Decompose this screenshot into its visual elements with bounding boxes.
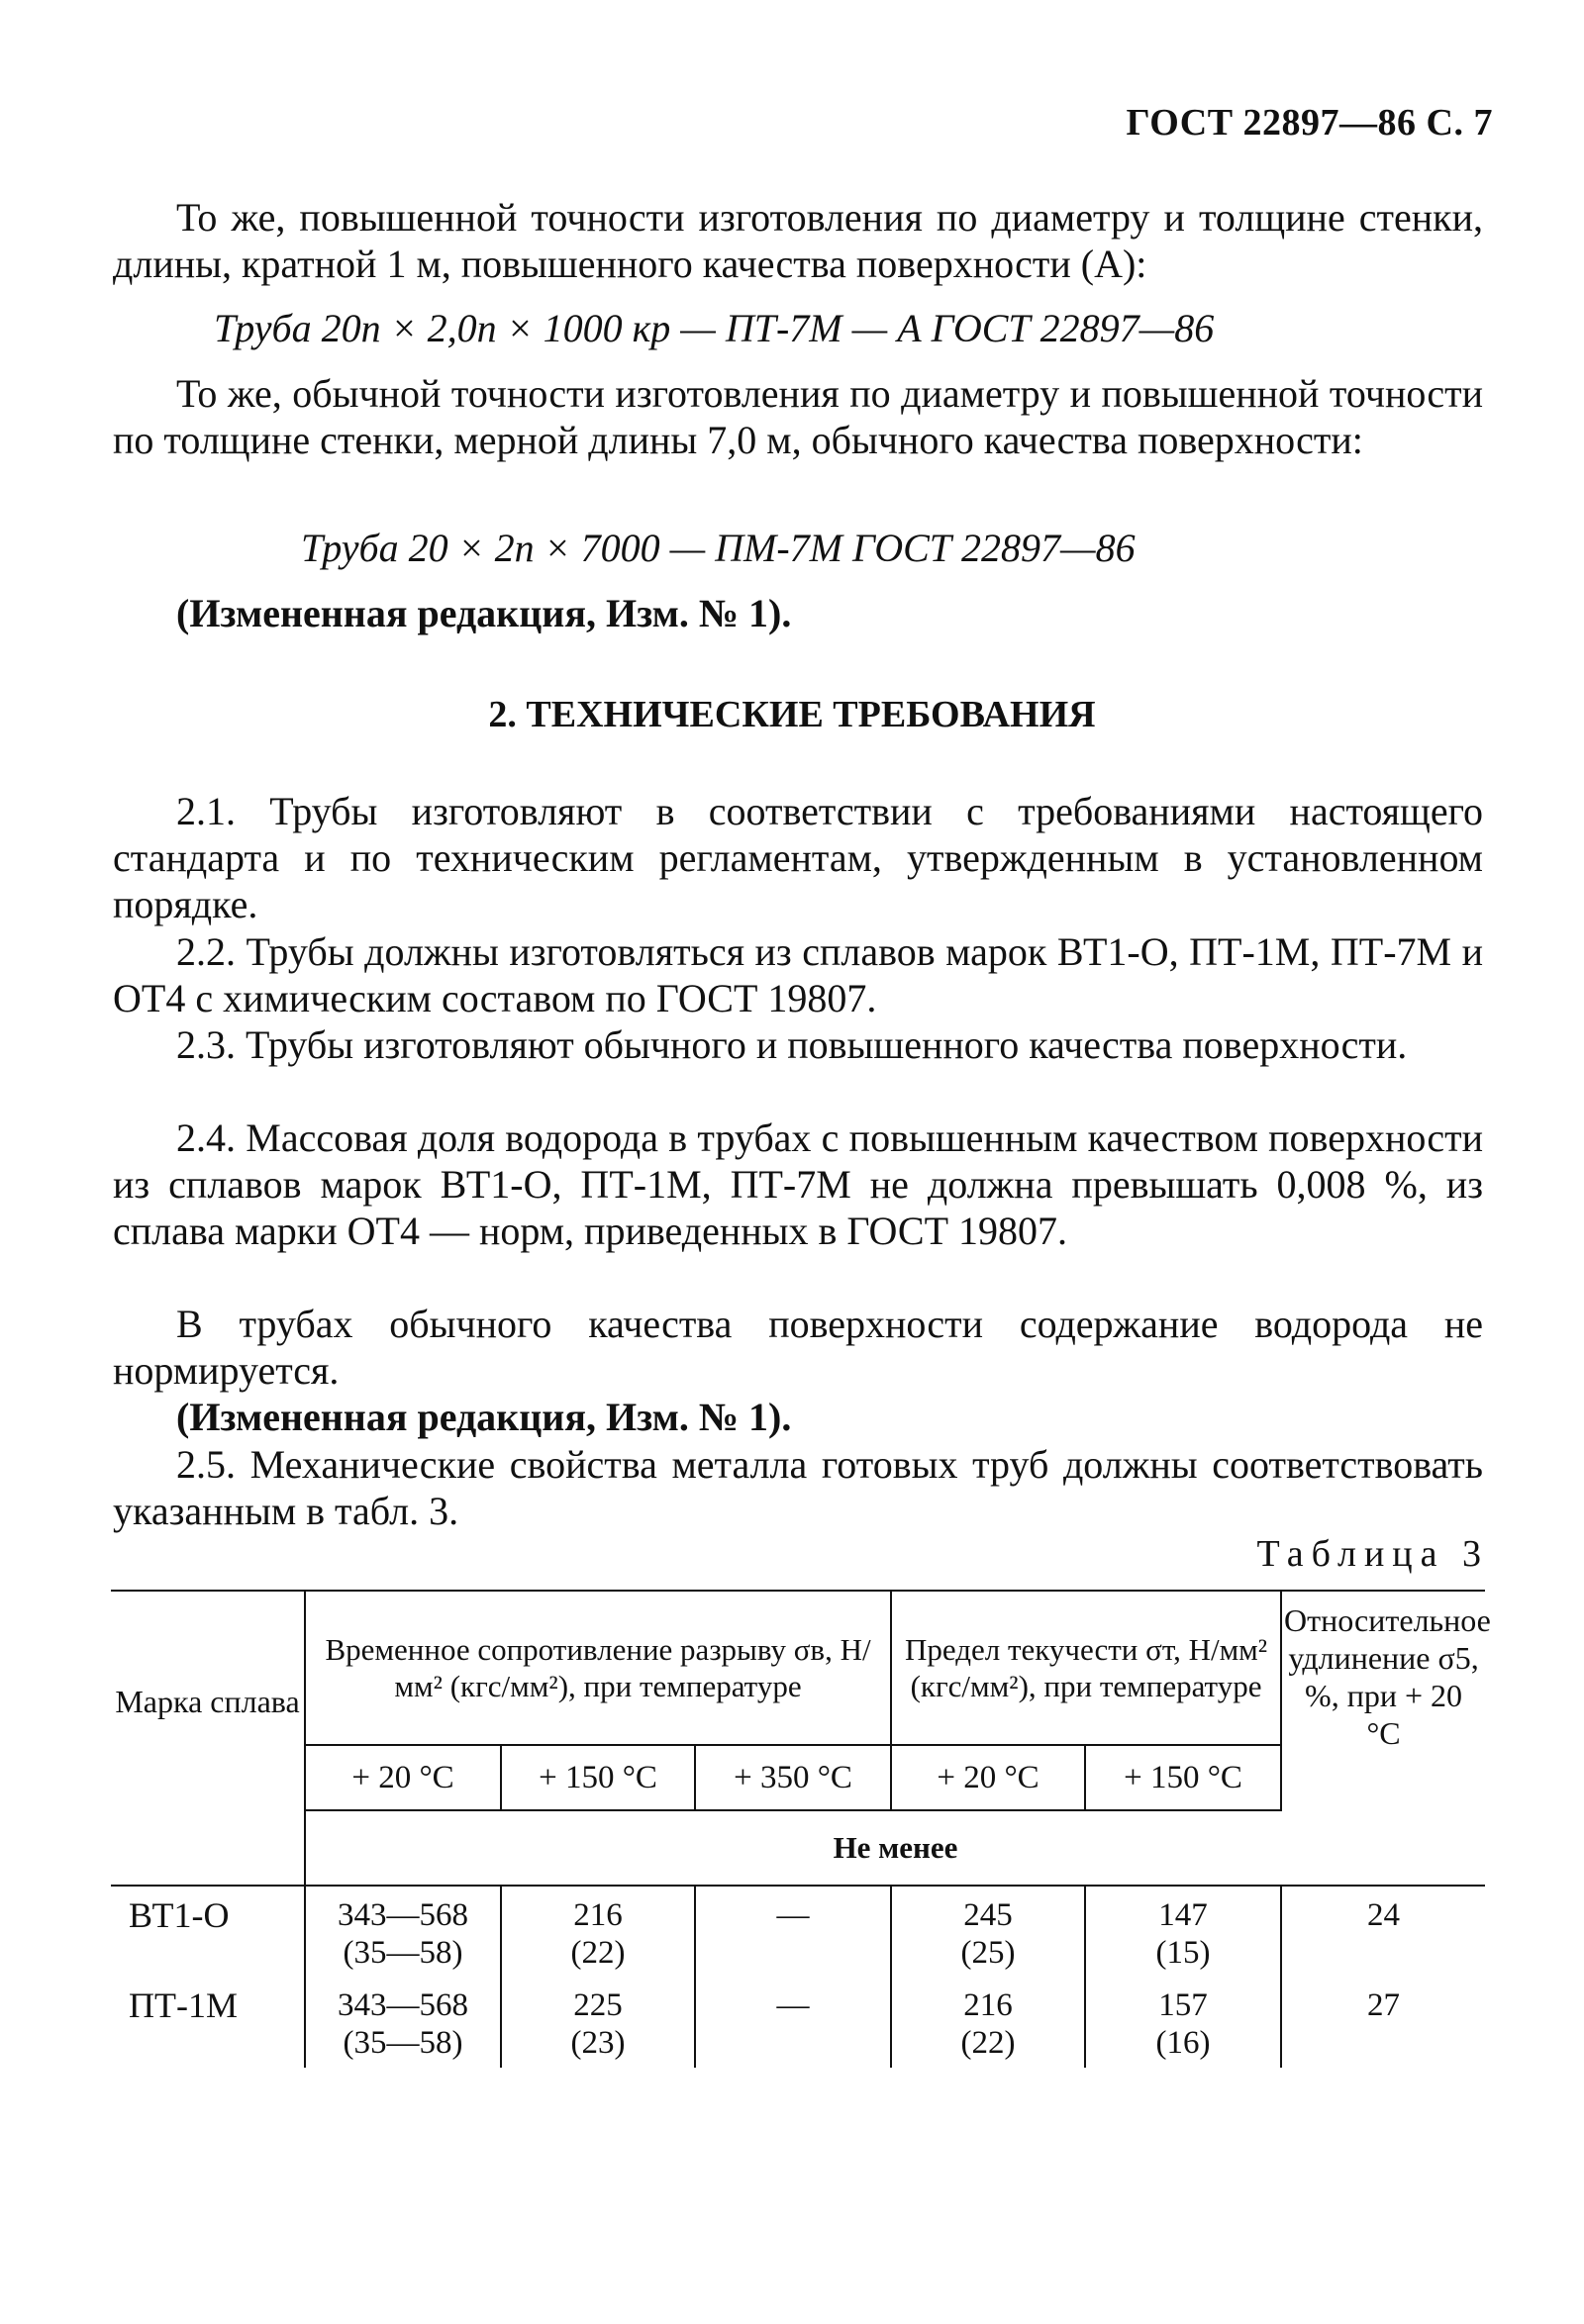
clause-2-2: 2.2. Трубы должны изготовляться из сплавов марок ВТ1-О, ПТ-1М, ПТ-7М и ОТ4 с химическим составом по ГОСТ 19807. <box>113 929 1483 1020</box>
cell-grade: ВТ1-О <box>111 1886 305 1977</box>
table-row <box>111 1977 1485 2068</box>
header-elongation: Относительное удлинение σ5, %, при + 20 °С <box>1281 1591 1485 1810</box>
intro-paragraph-1: То же, повышенной точности изготовления по диаметру и толщине стенки, длины, кратной 1 м, повышенного качества поверхности (А): <box>113 195 1483 286</box>
temp-header: + 20 °С <box>891 1745 1085 1810</box>
clause-2-3: 2.3. Трубы изготовляют обычного и повышенного качества поверхности. <box>176 1022 1408 1067</box>
header-yield-strength: Предел текучести σт, Н/мм² (кгс/мм²), при температуре <box>891 1591 1281 1745</box>
cell-tensile-150: 216 (22) <box>501 1886 695 1977</box>
clause-2-5: 2.5. Механические свойства металла готовых труб должны соответствовать указанным в табл. 3. <box>113 1442 1483 1533</box>
not-less-label: Не менее <box>305 1810 1485 1886</box>
cell-yield-20: 245 (25) <box>891 1886 1085 1977</box>
table-row <box>111 1886 1485 1977</box>
cell-grade: ПТ-1М <box>111 1977 305 2068</box>
grade-spacer <box>111 1810 305 1886</box>
header-tensile-strength: Временное сопротивление разрыву σв, Н/мм² (кгс/мм²), при температуре <box>305 1591 891 1745</box>
temp-header: + 350 °С <box>695 1745 891 1810</box>
intro-paragraph-2: То же, обычной точности изготовления по диаметру и повышенной точности по толщине стенки, мерной длины 7,0 м, обычного качества поверхности: <box>113 371 1483 462</box>
cell-tensile-20: 343—568 (35—58) <box>305 1977 501 2068</box>
table-caption: Таблица 3 <box>1256 1533 1489 1575</box>
clause-2-4-note: В трубах обычного качества поверхности содержание водорода не нормируется. <box>113 1302 1483 1393</box>
cell-elongation: 24 <box>1281 1886 1485 1977</box>
formula-1: Труба 20п × 2,0п × 1000 кр — ПТ-7М — А ГОСТ 22897—86 <box>214 306 1215 350</box>
cell-tensile-350: — <box>695 1886 891 1977</box>
cell-tensile-150: 225 (23) <box>501 1977 695 2068</box>
clause-2-1: 2.1. Трубы изготовляют в соответствии с требованиями настоящего стандарта и по техническим регламентам, утвержденным в установленном порядке. <box>113 789 1483 926</box>
temp-header: + 150 °С <box>501 1745 695 1810</box>
temp-header: + 150 °С <box>1085 1745 1281 1810</box>
formula-2: Труба 20 × 2п × 7000 — ПМ-7М ГОСТ 22897—86 <box>301 526 1136 570</box>
cell-tensile-20: 343—568 (35—58) <box>305 1886 501 1977</box>
table-3 <box>111 1590 1491 2068</box>
cell-yield-150: 157 (16) <box>1085 1977 1281 2068</box>
cell-yield-20: 216 (22) <box>891 1977 1085 2068</box>
header-grade: Марка сплава <box>111 1591 305 1810</box>
amendment-note-1: (Измененная редакция, Изм. № 1). <box>176 591 792 635</box>
cell-yield-150: 147 (15) <box>1085 1886 1281 1977</box>
cell-tensile-350: — <box>695 1977 891 2068</box>
section-title: 2. ТЕХНИЧЕСКИЕ ТРЕБОВАНИЯ <box>488 694 1096 735</box>
temp-header: + 20 °С <box>305 1745 501 1810</box>
page-header: ГОСТ 22897—86 С. 7 <box>1126 102 1493 144</box>
clause-2-4: 2.4. Массовая доля водорода в трубах с повышенным качеством поверхности из сплавов марок ВТ1-О, ПТ-1М, ПТ-7М не должна превышать 0,008 %, из сплава марки ОТ4 — норм, приведенных в ГОСТ 19807. <box>113 1115 1483 1253</box>
amendment-note-2: (Измененная редакция, Изм. № 1). <box>176 1395 792 1439</box>
cell-elongation: 27 <box>1281 1977 1485 2068</box>
